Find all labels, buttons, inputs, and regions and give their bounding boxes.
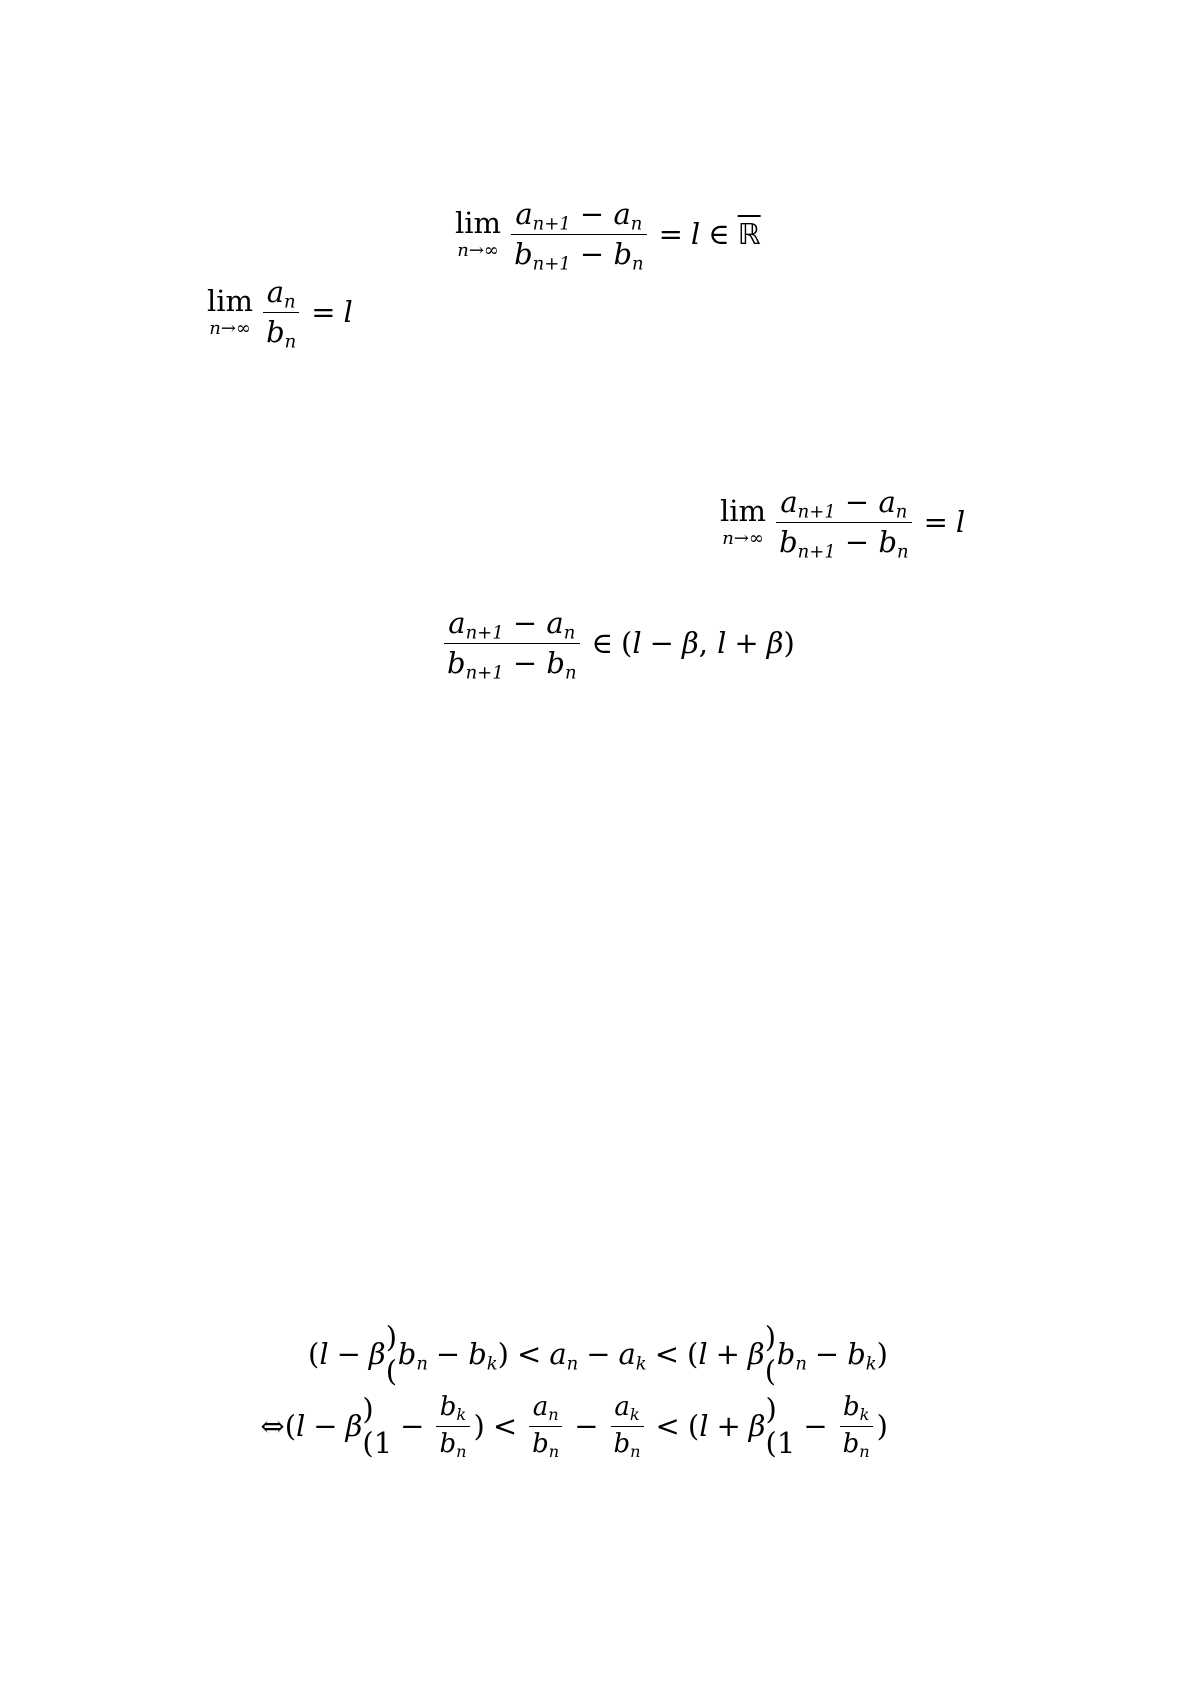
fraction: $\frac{a_k}{b_n}$ [611,1393,644,1460]
fraction: $\frac{b_k}{b_n}$ [436,1393,469,1460]
inequality-line-1: ( l − β )( $b_n$ − $b_k$ ) < $a_n$ − $a_k$ < ( l + β )( $b_n$ − $b_k$ ) [308,1320,888,1388]
equation-inequality-chain [260,1320,888,1466]
limit-operator: lim n→∞ [207,284,254,340]
fraction: $\frac{a_{n+1} - a_n}{b_{n+1} - b_n}$ [511,198,647,272]
inequality-line-2: ⇔( l − β )(1 − $\frac{b_k}{b_n}$ ) < $\frac{a_n}{b_n}$ − $\frac{a_k}{b_n}$ < ( l + β )(1 − $\frac{b_k}{b_n}$ ) [260,1391,888,1461]
fraction: $\frac{a_n}{b_n}$ [263,276,299,350]
limit-operator: lim n→∞ [455,206,502,262]
fraction: $\frac{a_{n+1} - a_n}{b_{n+1} - b_n}$ [444,607,580,681]
equation-limit-ratio: lim n→∞ $\frac{a_n}{b_n}$ = l [207,275,353,353]
fraction: $\frac{a_{n+1} - a_n}{b_{n+1} - b_n}$ [776,486,912,560]
equation-limit-difference-quotient: lim n→∞ $\frac{a_{n+1} - a_n}{b_{n+1} - b_n}$ = l [720,485,966,563]
fraction: $\frac{a_n}{b_n}$ [529,1393,562,1460]
fraction: $\frac{b_k}{b_n}$ [840,1393,873,1460]
equation-limit-difference-quotient-reals: lim n→∞ $\frac{a_{n+1} - a_n}{b_{n+1} - b_n}$ = l ∈ ℝ [455,197,761,275]
limit-operator: lim n→∞ [720,494,767,550]
equation-quotient-interval: $\frac{a_{n+1} - a_n}{b_{n+1} - b_n}$ ∈ ( l − β , l + β ) [440,607,795,681]
